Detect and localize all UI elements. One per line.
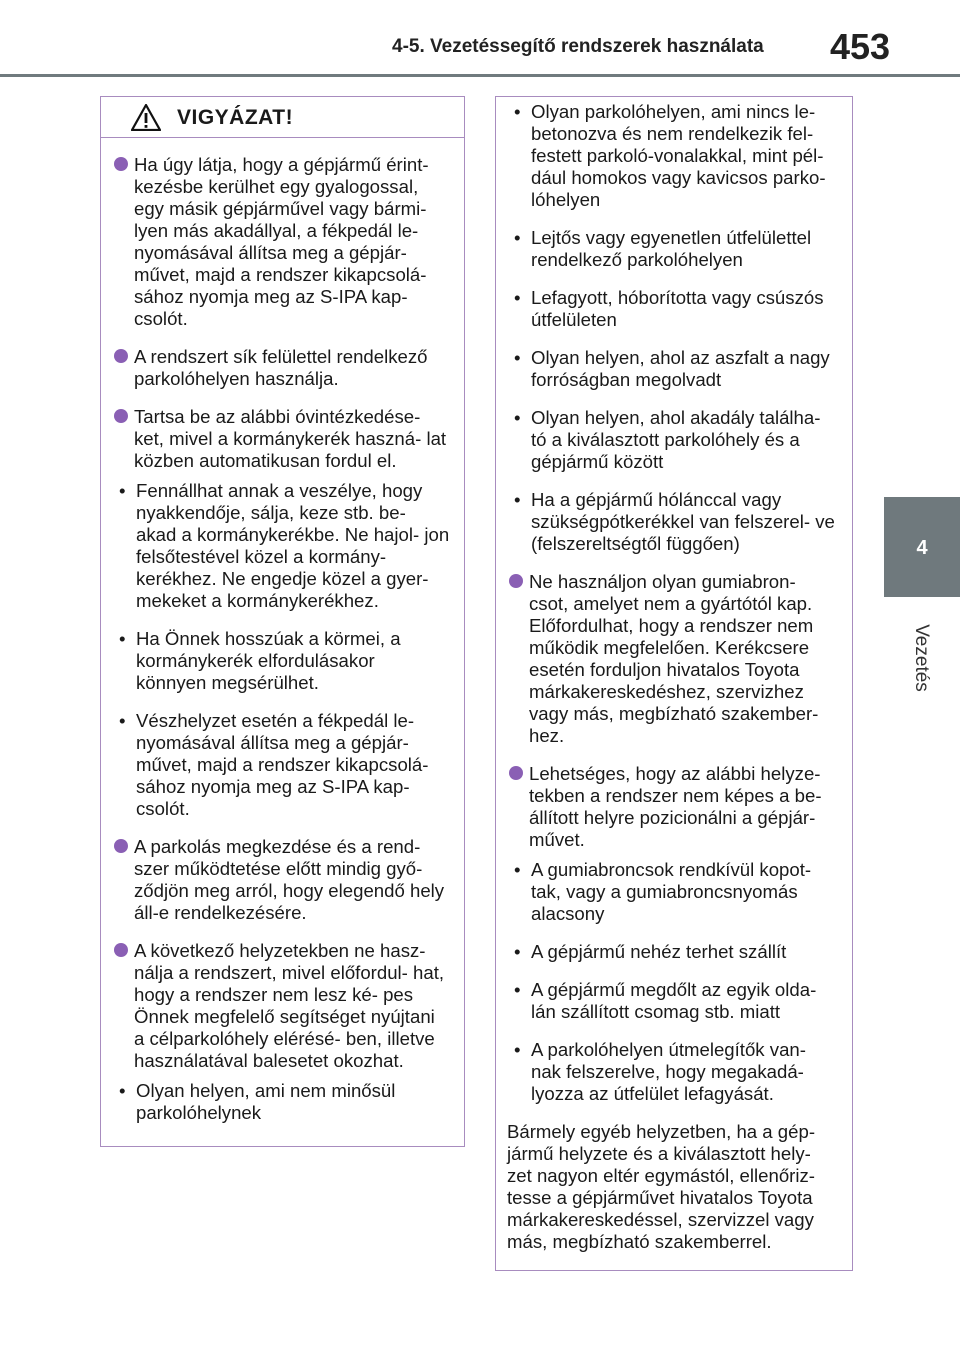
bullet-icon: • (514, 347, 521, 368)
paragraph-text: Bármely egyéb helyzetben, ha a gép- jármű helyzete és a kiválasztott hely- zet nagyon eltér egymástól, ellenőriz- tesse a gépjárművet hivatalos Toyota márkakereskedéssel, szervizzel vagy más, megbízható szakemberrel. (507, 1121, 816, 1252)
caution-box-right (495, 96, 853, 1271)
list-item-text: Fennállhat annak a veszélye, hogy nyakkendője, sálja, keze stb. be- akad a kormánykerékbe. Ne hajol- jon felsőtestével közel a kormány- kerékhez. Ne engedje közel a gyer- mekeket a kormánykerékhez. (136, 480, 450, 611)
list-item (507, 1039, 838, 1105)
list-item (112, 710, 450, 820)
bullet-icon: • (514, 407, 521, 428)
list-item (112, 628, 450, 694)
page-number: 453 (830, 26, 891, 67)
list-item-text: Olyan helyen, ami nem minősül parkolóhelynek (136, 1080, 396, 1123)
caution-title: VIGYÁZAT! (177, 106, 294, 129)
chapter-tab (884, 497, 960, 597)
paragraph-text: Tartsa be az alábbi óvintézkedése- ket, mivel a kormánykerék haszná- lat közben automatikusan fordul el. (134, 406, 447, 471)
chapter-number: 4 (916, 537, 928, 559)
warning-triangle-icon (131, 104, 161, 131)
paragraph-text: A parkolás megkezdése és a rend- szer működtetése előtt mindig győ- ződjön meg arról, hogy elegendő hely áll-e rendelkezésére. (134, 836, 445, 923)
list-item (507, 979, 838, 1023)
caution-paragraph (112, 940, 450, 1072)
bullet-icon: • (514, 489, 521, 510)
bullet-dot-icon (114, 839, 128, 853)
bullet-icon: • (514, 227, 521, 248)
bullet-icon: • (119, 628, 126, 649)
bullet-dot-icon (509, 766, 523, 780)
caution-content-left (101, 154, 464, 1124)
paragraph-text: Ha úgy látja, hogy a gépjármű érint- kezésbe kerülhet egy gyalogossal, egy másik gépjárművel vagy bármi- lyen más akadállyal, a fékpedál le- nyomásával állítsa meg a gépjár- művet, majd a rendszer kikapcsolá- sához nyomja meg az S-IPA kap- csolót. (134, 154, 429, 329)
list-item-text: Lefagyott, hóborította vagy csúszós útfelületen (531, 287, 824, 330)
list-item-text: A gépjármű nehéz terhet szállít (531, 941, 787, 962)
list-item (507, 941, 838, 963)
list-item (112, 1080, 450, 1124)
list-item-text: Olyan helyen, ahol az aszfalt a nagy forróságban megolvadt (531, 347, 830, 390)
list-item (507, 287, 838, 331)
caution-content-right (496, 97, 852, 1253)
list-item (507, 859, 838, 925)
bullet-dot-icon (509, 574, 523, 588)
bullet-icon: • (514, 979, 521, 1000)
list-item-text: A gumiabroncsok rendkívül kopot- tak, vagy a gumiabroncsnyomás alacsony (531, 859, 812, 924)
bullet-icon: • (119, 710, 126, 731)
bullet-dot-icon (114, 349, 128, 363)
list-item-text: Vészhelyzet esetén a fékpedál le- nyomásával állítsa meg a gépjár- művet, majd a rendszer kikapcsolá- sához nyomja meg az S-IPA kap- csolót. (136, 710, 429, 819)
list-item (112, 480, 450, 612)
bullet-icon: • (514, 287, 521, 308)
paragraph-text: A rendszert sík felülettel rendelkező parkolóhelyen használja. (134, 346, 428, 389)
bullet-icon: • (514, 101, 521, 122)
list-item-text: A parkolóhelyen útmelegítők van- nak felszerelve, hogy megakadá- lyozza az útfelület lefagyását. (531, 1039, 806, 1104)
bullet-dot-icon (114, 157, 128, 171)
list-item (507, 101, 838, 211)
list-item-text: Olyan helyen, ahol akadály találha- tó a kiválasztott parkolóhely és a gépjármű között (531, 407, 821, 472)
caution-paragraph (112, 406, 450, 472)
caution-paragraph (112, 346, 450, 390)
caution-paragraph (507, 571, 838, 747)
bullet-dot-icon (114, 409, 128, 423)
caution-header (101, 97, 464, 138)
paragraph-text: Lehetséges, hogy az alábbi helyze- tekben a rendszer nem képes a be- állított helyre pozicionálni a gépjár- művet. (529, 763, 822, 850)
bullet-icon: • (514, 859, 521, 880)
header-rule (0, 74, 960, 77)
list-item-text: Ha Önnek hosszúak a körmei, a kormánykerék elfordulásakor könnyen megsérülhet. (136, 628, 401, 693)
bullet-dot-icon (114, 943, 128, 957)
bullet-icon: • (119, 480, 126, 501)
list-item-text: Olyan parkolóhelyen, ami nincs le- betonozva és nem rendelkezik fel- festett parkoló-vonalakkal, mint pél- dául homokos vagy kavicsos parko- lóhelyen (531, 101, 826, 210)
closing-paragraph (507, 1121, 838, 1253)
bullet-icon: • (514, 1039, 521, 1060)
list-item (507, 489, 838, 555)
caution-paragraph (112, 836, 450, 924)
chapter-label: Vezetés (911, 624, 932, 692)
bullet-icon: • (514, 941, 521, 962)
caution-box-left (100, 96, 465, 1147)
paragraph-text: Ne használjon olyan gumiabron- csot, amelyet nem a gyártótól kap. Előfordulhat, hogy a rendszer nem működik megfelelően. Kerékcsere esetén forduljon hivatalos Toyota márkakereskedéshez, szervizhez vagy más, megbízható szakember- hez. (529, 571, 819, 746)
list-item-text: Ha a gépjármű hólánccal vagy szükségpótkerékkel van felszerel- ve (felszereltségtől függően) (531, 489, 835, 554)
running-header: 4-5. Vezetéssegítő rendszerek használata (392, 36, 764, 57)
caution-paragraph (507, 763, 838, 851)
list-item (507, 407, 838, 473)
bullet-icon: • (119, 1080, 126, 1101)
list-item (507, 227, 838, 271)
paragraph-text: A következő helyzetekben ne hasz- nálja a rendszert, mivel előfordul- hat, hogy a rendszer nem lesz ké- pes Önnek megfelelő segítséget nyújtani a célparkolóhely elérésé- ben, illetve használatával balesetet okozhat. (134, 940, 445, 1071)
list-item-text: Lejtős vagy egyenetlen útfelülettel rendelkező parkolóhelyen (531, 227, 812, 270)
caution-paragraph (112, 154, 450, 330)
list-item-text: A gépjármű megdőlt az egyik olda- lán szállított csomag stb. miatt (531, 979, 817, 1022)
list-item (507, 347, 838, 391)
